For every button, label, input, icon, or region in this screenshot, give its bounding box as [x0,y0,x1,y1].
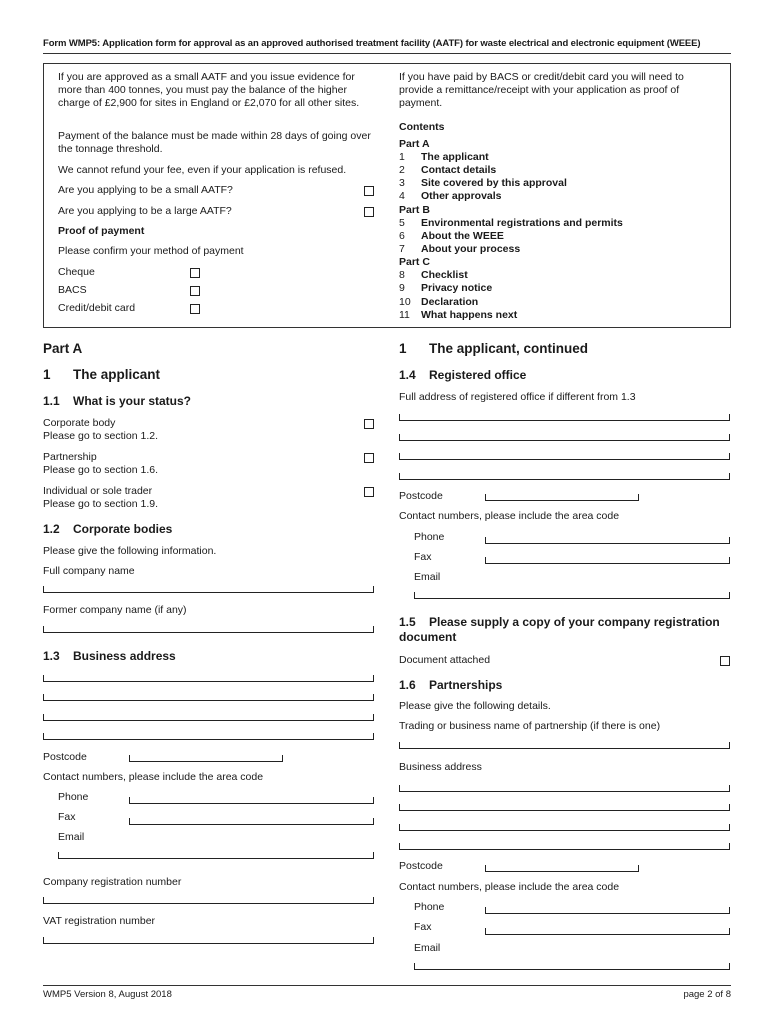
registered-address-line-2[interactable] [399,434,730,441]
contents-item[interactable] [399,309,517,322]
contents-item[interactable] [399,190,502,203]
partnership-postcode-field[interactable] [485,865,639,872]
payment-method-cheque-checkbox[interactable] [190,268,200,278]
contents-part-b: Part B [399,204,430,216]
contents-part-c: Part C [399,256,430,268]
registered-email-field[interactable] [414,592,730,599]
registered-fax-field[interactable] [485,557,730,564]
small-aatf-question: Are you applying to be a small AATF? [58,184,233,196]
contents-item-title: What happens next [421,309,518,321]
company-registration-label: Company registration number [43,876,182,888]
section-number: 1.5 [399,615,416,629]
contents-item-title: Checklist [421,269,468,281]
payment-method-card-label: Credit/debit card [58,302,136,314]
footer-page-number: page 2 of 8 [683,989,731,1000]
partnership-address-label: Business address [399,761,482,773]
section-1-4-heading [399,368,526,382]
registered-fax-label: Fax [414,551,432,563]
contents-item-number: 6 [399,230,405,242]
small-aatf-checkbox[interactable] [364,186,374,196]
section-number: 1.2 [43,522,60,536]
document-attached-checkbox[interactable] [720,656,730,666]
section-1-heading [43,367,160,382]
contents-item-number: 5 [399,217,405,229]
contents-item-number: 10 [399,296,411,308]
business-address-line-3[interactable] [43,714,374,721]
section-number: 1.4 [399,368,416,382]
registered-email-label: Email [414,571,441,583]
contents-item[interactable] [399,217,623,230]
business-phone-field[interactable] [129,797,374,804]
business-phone-label: Phone [58,791,89,803]
section-number: 1.1 [43,394,60,408]
section-number: 1 [43,367,51,382]
contents-item[interactable] [399,269,468,282]
section-title: Business address [73,649,176,663]
contents-item-title: Privacy notice [421,282,493,294]
large-aatf-checkbox[interactable] [364,207,374,217]
registered-phone-field[interactable] [485,537,730,544]
registered-phone-label: Phone [414,531,445,543]
partnership-email-label: Email [414,942,441,954]
status-corporate-goto: Please go to section 1.2. [43,430,158,442]
partnership-contact-label: Contact numbers, please include the area code [399,881,620,893]
registered-postcode-field[interactable] [485,494,639,501]
contents-item[interactable] [399,164,496,177]
business-address-line-2[interactable] [43,694,374,701]
section-1-5-heading [399,615,734,645]
form-title: Form WMP5: Application form for approval as an approved authorised treatment facility (AATF) for waste electrical and electronic equipment (WEEE) [43,38,701,49]
former-company-name-field[interactable] [43,626,374,633]
section-1-3-heading [43,649,176,663]
full-company-name-field[interactable] [43,586,374,593]
payment-method-bacs-label: BACS [58,284,87,296]
part-a-heading: Part A [43,341,83,356]
contents-item[interactable] [399,177,567,190]
trading-name-field[interactable] [399,742,730,749]
contents-item-number: 11 [399,309,410,321]
document-attached-label: Document attached [399,654,491,666]
business-address-line-4[interactable] [43,733,374,740]
contents-item-title: Contact details [421,164,497,176]
payment-method-bacs-checkbox[interactable] [190,286,200,296]
status-corporate-label: Corporate body [43,417,116,429]
business-address-line-1[interactable] [43,675,374,682]
contents-item-number: 7 [399,243,405,255]
status-partnership-checkbox[interactable] [364,453,374,463]
partnership-address-line-1[interactable] [399,785,730,792]
partnership-phone-field[interactable] [485,907,730,914]
payment-method-cheque-label: Cheque [58,266,95,278]
registered-address-line-4[interactable] [399,473,730,480]
section-title: Partnerships [429,678,503,692]
contents-item-title: The applicant [421,151,489,163]
partnership-intro: Please give the following details. [399,700,551,712]
footer-divider [43,985,731,986]
status-individual-goto: Please go to section 1.9. [43,498,158,510]
section-title: The applicant, continued [429,341,589,356]
contents-item-title: Other approvals [421,190,502,202]
business-email-field[interactable] [58,852,374,859]
refund-text: We cannot refund your fee, even if your application is refused. [58,164,347,176]
section-number: 1.6 [399,678,416,692]
contents-item-title: About the WEEE [421,230,504,242]
section-title: Please supply a copy of your company registration document [399,615,720,644]
trading-name-label: Trading or business name of partnership (if there is one) [399,720,661,732]
contents-part-a: Part A [399,138,430,150]
partnership-address-line-3[interactable] [399,824,730,831]
contents-item-title: Environmental registrations and permits [421,217,623,229]
partnership-postcode-label: Postcode [399,860,443,872]
contents-item-title: Declaration [421,296,479,308]
business-fax-field[interactable] [129,818,374,825]
section-number: 1.3 [43,649,60,663]
status-partnership-label: Partnership [43,451,97,463]
section-1-continued-heading [399,341,588,356]
section-number: 1 [399,341,407,356]
header-divider [43,53,731,54]
company-registration-field[interactable] [43,897,374,904]
section-title: The applicant [73,367,161,382]
contents-item-number: 2 [399,164,405,176]
contents-item-title: Site covered by this approval [421,177,567,189]
business-postcode-label: Postcode [43,751,87,763]
full-company-name-label: Full company name [43,565,135,577]
section-title: What is your status? [73,394,192,408]
status-individual-label: Individual or sole trader [43,485,153,497]
contents-item[interactable] [399,296,478,309]
contents-item-number: 3 [399,177,405,189]
contents-item-number: 9 [399,282,405,294]
section-title: Registered office [429,368,527,382]
proof-of-payment-heading: Proof of payment [58,225,145,237]
corporate-intro: Please give the following information. [43,545,217,557]
payment-deadline-text: Payment of the balance must be made within 28 days of going over the tonnage threshold. [58,130,371,155]
fee-balance-text: If you are approved as a small AATF and you issue evidence for more than 400 tonnes, you must pay the balance of the higher charge of £2,900 for sites in England or £2,070 for all other sites. [58,71,360,109]
footer-version: WMP5 Version 8, August 2018 [43,989,172,1000]
registered-postcode-label: Postcode [399,490,443,502]
contents-item-title: About your process [421,243,521,255]
registered-office-intro: Full address of registered office if different from 1.3 [399,391,636,403]
business-email-label: Email [58,831,85,843]
registered-address-line-1[interactable] [399,414,730,421]
vat-registration-field[interactable] [43,937,374,944]
registered-contact-label: Contact numbers, please include the area code [399,510,620,522]
section-title: Corporate bodies [73,522,173,536]
status-individual-checkbox[interactable] [364,487,374,497]
status-partnership-goto: Please go to section 1.6. [43,464,158,476]
payment-method-card-checkbox[interactable] [190,304,200,314]
contents-item[interactable] [399,282,492,295]
large-aatf-question: Are you applying to be a large AATF? [58,205,232,217]
contents-heading: Contents [399,121,445,133]
proof-of-payment-instruction: Please confirm your method of payment [58,245,244,257]
registered-address-line-3[interactable] [399,453,730,460]
partnership-fax-label: Fax [414,921,432,933]
status-corporate-checkbox[interactable] [364,419,374,429]
section-1-6-heading [399,678,502,692]
partnership-address-line-2[interactable] [399,804,730,811]
contents-item-number: 4 [399,190,405,202]
business-fax-label: Fax [58,811,76,823]
partnership-phone-label: Phone [414,901,445,913]
business-contact-label: Contact numbers, please include the area code [43,771,264,783]
vat-registration-label: VAT registration number [43,915,156,927]
former-company-name-label: Former company name (if any) [43,604,187,616]
contents-item-number: 8 [399,269,405,281]
partnership-address-line-4[interactable] [399,843,730,850]
contents-item[interactable] [399,151,489,164]
contents-item-number: 1 [399,151,405,163]
partnership-fax-field[interactable] [485,928,730,935]
partnership-email-field[interactable] [414,963,730,970]
remittance-text: If you have paid by BACS or credit/debit card you will need to provide a remittance/receipt with your application as proof of payment. [399,71,684,109]
business-postcode-field[interactable] [129,755,283,762]
section-1-1-heading [43,394,191,408]
contents-item[interactable] [399,243,520,256]
section-1-2-heading [43,522,172,536]
contents-item[interactable] [399,230,504,243]
